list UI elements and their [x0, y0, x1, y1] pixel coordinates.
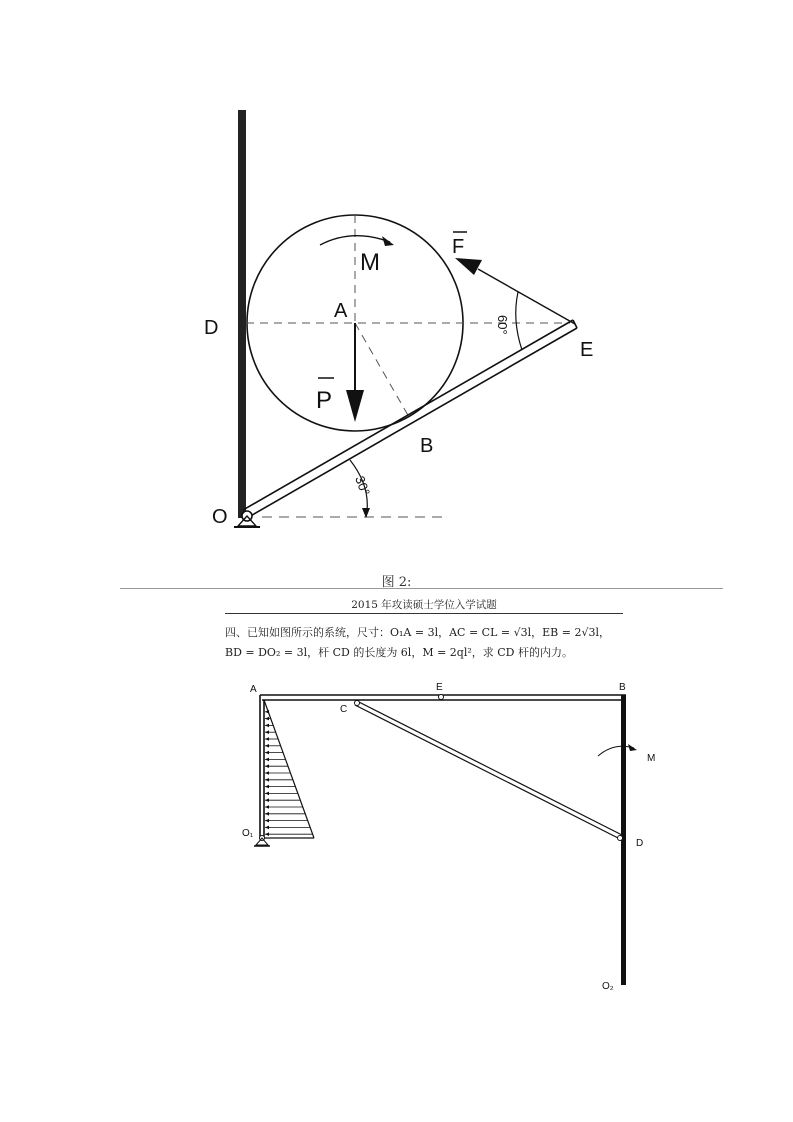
figure-caption: 图 2:	[381, 575, 412, 590]
load-arrowhead	[265, 751, 269, 755]
exam-title: 2015 年攻读硕士学位入学试题	[351, 599, 497, 611]
problem-line-1: 四、已知如图所示的系统，尺寸：O₁A = 3l，AC = CL = √3l，EB = 2√3l，	[225, 626, 610, 639]
load-arrowhead	[265, 785, 269, 789]
load-arrowhead	[265, 771, 269, 775]
load-arrowhead	[265, 832, 269, 836]
rod-cd-lower	[355, 705, 622, 840]
load-arrowhead	[265, 778, 269, 782]
label-d: D	[204, 317, 219, 339]
wall-d	[238, 110, 246, 518]
bar-oe-upper	[243, 320, 573, 510]
label2-d: D	[636, 838, 644, 849]
load-arrowhead	[265, 730, 269, 734]
exam-title-rule	[225, 613, 623, 614]
load-arrows	[265, 710, 313, 836]
load-arrowhead	[265, 710, 269, 714]
load-arrowhead	[265, 819, 269, 823]
label-o: O	[212, 506, 228, 528]
pin-o1	[260, 836, 265, 841]
problem-line-2: BD = DO₂ = 3l，杆 CD 的长度为 6l，M = 2ql²，求 CD 杆的内力。	[225, 646, 573, 659]
load-arrowhead	[265, 812, 269, 816]
label2-e: E	[436, 682, 443, 693]
load-arrowhead	[265, 724, 269, 728]
load-arrowhead	[265, 744, 269, 748]
load-arrowhead	[265, 805, 269, 809]
load-arrowhead	[265, 798, 269, 802]
load-arrowhead	[265, 758, 269, 762]
angle-arc-60	[516, 292, 522, 350]
hinge-e	[439, 695, 444, 700]
support-o1-triangle	[256, 838, 268, 845]
rod-cd-upper	[355, 700, 622, 835]
label-angle-30: 30°	[352, 473, 374, 498]
moment-arrowhead	[382, 236, 394, 246]
label-m: M	[360, 249, 380, 276]
load-arrowhead	[265, 826, 269, 830]
label2-a: A	[250, 684, 257, 695]
problem-statement	[225, 623, 645, 663]
moment-arrowhead-m2	[628, 744, 637, 751]
label-p: P	[316, 387, 333, 414]
label2-b: B	[619, 682, 626, 693]
column-bo2	[621, 695, 626, 985]
label-b: B	[420, 435, 434, 457]
label-e: E	[580, 339, 594, 361]
load-triangle-hyp	[264, 700, 314, 838]
dashed-radius-ab	[355, 323, 409, 417]
label2-m: M	[647, 753, 656, 764]
force-f-shaft	[478, 269, 575, 324]
page-divider	[120, 588, 723, 589]
load-arrowhead	[265, 717, 269, 721]
force-p-arrowhead	[346, 390, 364, 422]
label2-o1: O₁	[242, 828, 254, 839]
label-f: F	[452, 236, 465, 258]
label-a: A	[334, 300, 348, 322]
label2-c: C	[340, 704, 348, 715]
hinge-d	[618, 836, 623, 841]
load-arrowhead	[265, 764, 269, 768]
label-angle-60: 60°	[495, 315, 510, 335]
load-arrowhead	[265, 792, 269, 796]
hinge-c	[355, 701, 360, 706]
label2-o2: O₂	[602, 981, 614, 992]
force-f-arrowhead	[455, 258, 482, 275]
moment-arc-m2	[598, 746, 634, 756]
bar-oe-lower	[247, 328, 577, 518]
load-arrowhead	[265, 737, 269, 741]
